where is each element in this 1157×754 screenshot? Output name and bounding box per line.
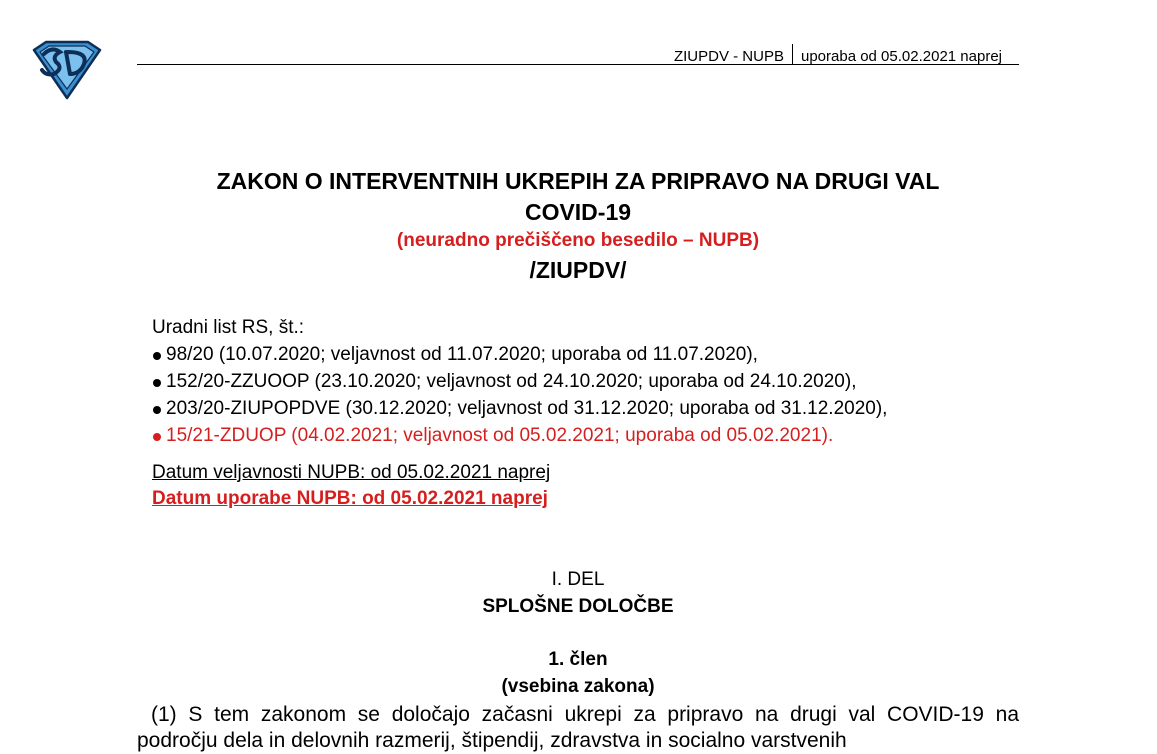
- document-abbreviation: /ZIUPDV/: [529, 257, 627, 283]
- gazette-item: [152, 368, 887, 395]
- gazette-item-text: 15/21-ZDUOP (04.02.2021; veljavnost od 05.02.2021; uporaba od 05.02.2021).: [166, 425, 834, 446]
- bullet-icon: [153, 352, 161, 360]
- article-body: [137, 702, 1019, 754]
- document-title-line-2: COVID-19: [524, 199, 632, 225]
- validity-date: Datum veljavnosti NUPB: od 05.02.2021 naprej: [152, 462, 551, 483]
- gazette-heading: Uradni list RS, št.:: [152, 317, 305, 338]
- application-date: Datum uporabe NUPB: od 05.02.2021 naprej: [152, 488, 548, 509]
- header-rule: [137, 64, 1019, 65]
- gazette-item-highlighted: [152, 422, 887, 449]
- gazette-item-text: 152/20-ZZUOOP (23.10.2020; veljavnost od 24.10.2020; uporaba od 24.10.2020),: [166, 371, 857, 392]
- gazette-references: [152, 314, 887, 449]
- running-header: [674, 44, 1002, 65]
- gazette-item: [152, 341, 887, 368]
- part-heading: [137, 566, 1019, 620]
- article-title: (vsebina zakona): [501, 676, 655, 697]
- gazette-item-text: 98/20 (10.07.2020; veljavnost od 11.07.2020; uporaba od 11.07.2020),: [166, 344, 758, 365]
- diamond-shield-logo-icon: [30, 40, 104, 100]
- part-number: I. DEL: [551, 569, 605, 590]
- gazette-list: [152, 341, 887, 449]
- bullet-icon: [153, 406, 161, 414]
- header-law-label: ZIUPDV - NUPB: [673, 48, 784, 65]
- document-title-block: [137, 166, 1019, 285]
- header-usage-label: uporaba od 05.02.2021 naprej: [800, 48, 1002, 65]
- header-separator: [792, 44, 793, 65]
- article-heading: [137, 646, 1019, 700]
- document-subtitle: (neuradno prečiščeno besedilo – NUPB): [396, 230, 760, 251]
- document-title-line-1: ZAKON O INTERVENTNIH UKREPIH ZA PRIPRAVO NA DRUGI VAL: [216, 168, 940, 194]
- gazette-item: [152, 395, 887, 422]
- nupb-dates: [152, 460, 550, 512]
- bullet-icon: [153, 433, 161, 441]
- gazette-item-text: 203/20-ZIUPOPDVE (30.12.2020; veljavnost od 31.12.2020; uporaba od 31.12.2020),: [166, 398, 888, 419]
- bullet-icon: [153, 379, 161, 387]
- article-number: 1. člen: [548, 649, 608, 670]
- article-paragraph: (1) S tem zakonom se določajo začasni ukrepi za pripravo na drugi val COVID-19 na področju dela in delovnih razmerij, štipendij, zdravstva in socialno varstvenih: [137, 703, 1019, 752]
- part-name: SPLOŠNE DOLOČBE: [482, 596, 674, 617]
